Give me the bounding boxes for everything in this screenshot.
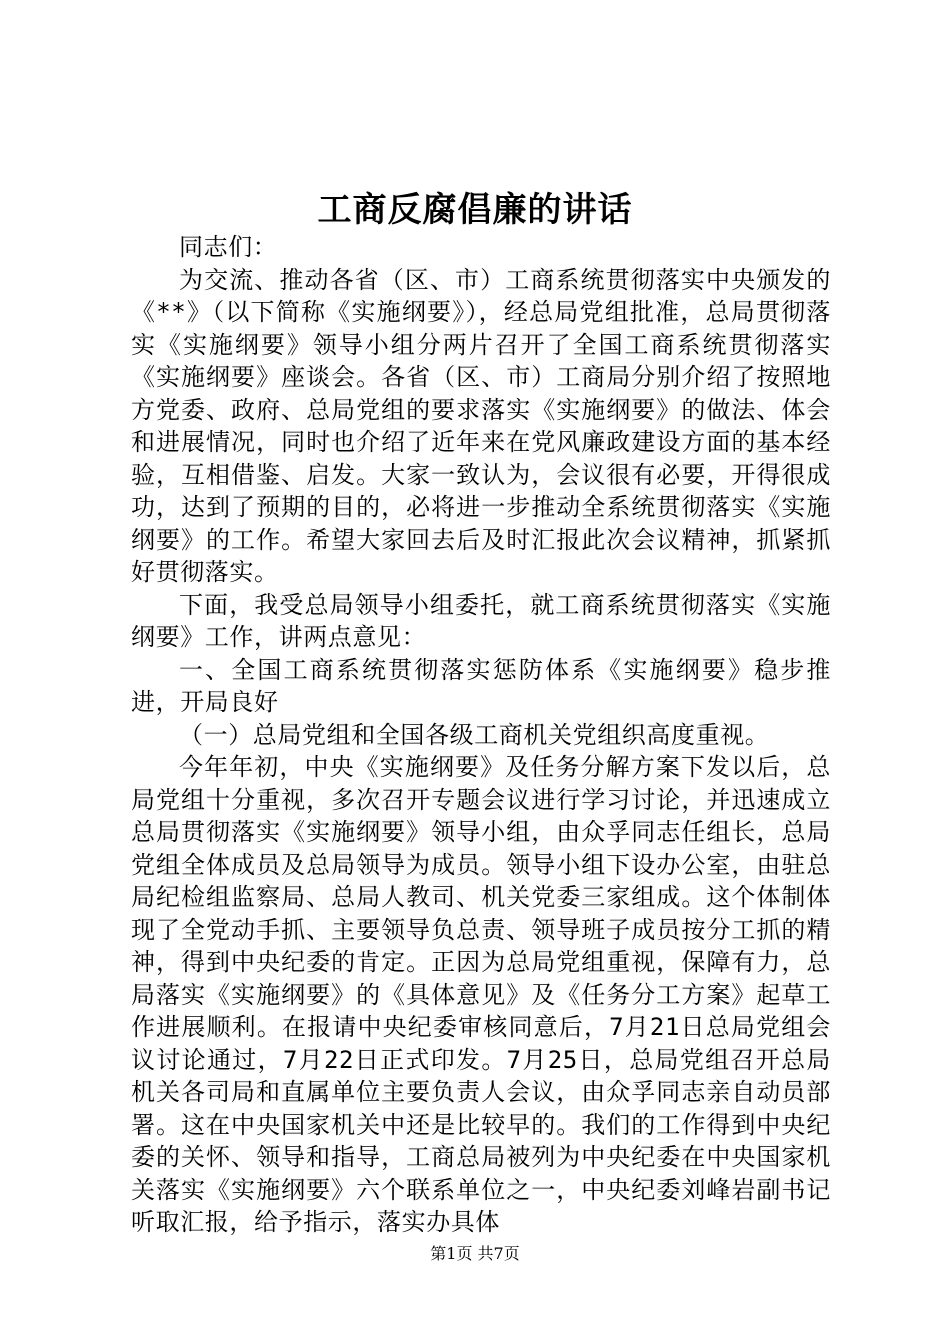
page-number-footer: 第1页 共7页	[430, 1244, 520, 1263]
body-paragraph: 为交流、推动各省（区、市）工商系统贯彻落实中央颁发的《**》（以下简称《实施纲要》），经总局党组批准，总局贯彻落实《实施纲要》领导小组分两片召开了全国工商系统贯彻落实《实施纲要》座谈会。各省（区、市）工商局分别介绍了按照地方党委、政府、总局党组的要求落实《实施纲要》的做法、体会和进展情况，同时也介绍了近年来在党风廉政建设方面的基本经验，互相借鉴、启发。大家一致认为，会议很有必要，开得很成功，达到了预期的目的，必将进一步推动全系统贯彻落实《实施纲要》的工作。希望大家回去后及时汇报此次会议精神，抓紧抓好贯彻落实。	[131, 265, 831, 586]
body-paragraph: 今年年初，中央《实施纲要》及任务分解方案下发以后，总局党组十分重视，多次召开专题会议进行学习讨论，并迅速成立总局贯彻落实《实施纲要》领导小组，由众孚同志任组长，总局党组全体成员及总局领导为成员。领导小组下设办公室，由驻总局纪检组监察局、总局人教司、机关党委三家组成。这个体制体现了全党动手抓、主要领导负总责、领导班子成员按分工抓的精神，得到中央纪委的肯定。正因为总局党组重视，保障有力，总局落实《实施纲要》的《具体意见》及《任务分工方案》起草工作进展顺利。在报请中央纪委审核同意后，7月21日总局党组会议讨论通过，7月22日正式印发。7月25日，总局党组召开总局机关各司局和直属单位主要负责人会议，由众孚同志亲自动员部署。这在中央国家机关中还是比较早的。我们的工作得到中央纪委的关怀、领导和指导，工商总局被列为中央纪委在中央国家机关落实《实施纲要》六个联系单位之一，中央纪委刘峰岩副书记听取汇报，给予指示，落实办具体	[131, 753, 831, 1236]
salutation-paragraph: 同志们：	[179, 233, 278, 261]
body-paragraph: 下面，我受总局领导小组委托，就工商系统贯彻落实《实施纲要》工作，讲两点意见：	[131, 590, 831, 651]
document-title: 工商反腐倡廉的讲话	[317, 190, 633, 230]
document-body	[131, 231, 831, 1239]
subsection-heading: （一）总局党组和全国各级工商机关党组织高度重视。	[179, 720, 770, 749]
section-heading: 一、全国工商系统贯彻落实惩防体系《实施纲要》稳步推进，开局良好	[131, 655, 831, 716]
